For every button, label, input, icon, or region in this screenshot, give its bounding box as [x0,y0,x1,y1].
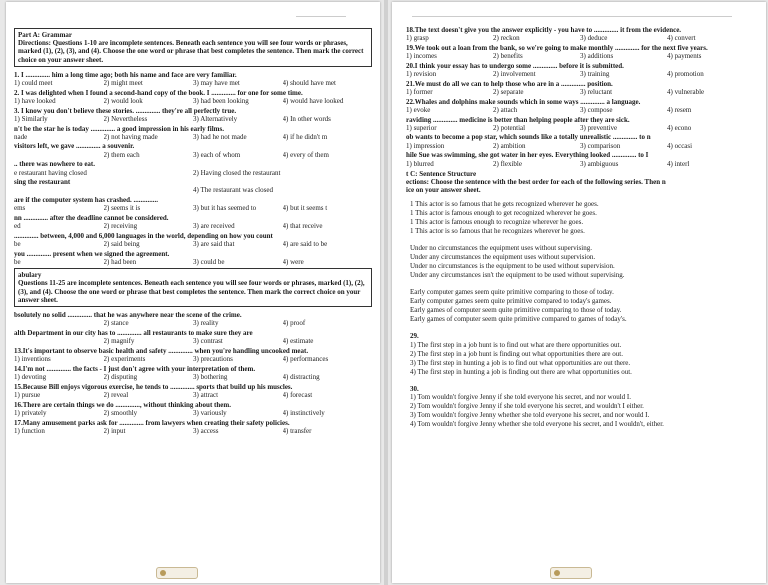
vocabulary-questions [14,311,372,435]
answer-options [406,160,754,168]
answer-option: 1) blurred [406,159,434,168]
answer-options [14,115,372,123]
answer-option: 1) impression [406,141,445,150]
group-number: 29. [410,332,419,341]
question-item [406,116,754,132]
answer-option: 2) benefits [493,52,523,61]
answer-options [406,106,754,114]
answer-option: 2) attach [493,105,518,114]
answer-option: 3) reality [193,319,219,328]
answer-option: 1) have looked [14,96,56,105]
answer-options [14,204,372,212]
sentence-choice: 1 This actor is famous enough to recognize wherever he goes. [410,218,584,227]
answer-option [104,186,194,194]
answer-options [406,70,754,78]
answer-option: 3) are received [193,222,235,231]
answer-option: 4) that receive [282,222,323,231]
answer-option: 3) bothering [193,373,228,382]
question-stem: 20.I think your essay has to undergo some .............. before it is submitted. [406,61,624,70]
vocabulary-directions: Questions 11-25 are incomplete sentences. Beneath each sentence you will see four words or phrases, marked (1), (2), (3), and (4). Choose the one word or phrase that best completes the sentence. Then mark the correct choice on your answer sheet. [18,279,365,304]
answer-option: 3) reluctant [580,87,613,96]
answer-option: 3) are said that [193,240,235,249]
answer-option: 2) stance [103,319,129,328]
sentence-choice: 1 This actor is famous enough to get recognized wherever he goes. [410,209,597,218]
answer-option: 1) evoke [406,105,431,114]
grammar-questions [14,71,372,266]
answer-option: 1) pursue [14,390,41,399]
directions-text: Directions: Questions 1-10 are incomplete sentences. Beneath each sentence you will see four words or phrases, marked (1), (2), (3), and (4). Choose the one word or phrase that best completes the sentence. Then mark the correct choice on your answer sheet. [18,39,364,64]
answer-options [14,337,372,345]
answer-option: 4) were [282,258,304,267]
sentence-choice: Early computer games seem quite primitive comparing to those of today. [410,288,614,297]
answer-options [14,427,372,435]
structure-title: t C: Sentence Structure [406,169,477,178]
sentence-choice: 1) The first step in a job hunt is to find out what are there opportunities out. [410,340,622,349]
answer-options [406,34,754,42]
answer-options [14,97,372,105]
sentence-choice: Early computer games seem quite primitive compared to today's games. [410,297,612,306]
answer-option: 4) transfer [282,426,312,435]
answer-option: 2) involvement [493,70,536,79]
sentence-group [410,288,754,324]
answer-option: 1) privately [14,408,47,417]
answer-option: 4) instinctively [282,408,325,417]
vocabulary-title: abulary [18,271,42,280]
publisher-logo [550,567,592,579]
question-stem: 18.The text doesn't give you the answer explicitly - you have to .............. it from the evidence. [406,26,682,34]
answer-option: be [14,258,21,267]
answer-option: 1) could meet [14,79,53,88]
answer-option: 3) had he not made [193,132,247,141]
structure-directions: ice on your answer sheet. [406,186,481,195]
question-item [14,107,372,123]
logo-mark-icon [160,570,166,576]
sentence-series [406,200,754,428]
group-number: 30. [410,384,419,393]
answer-options [14,258,372,266]
answer-option: 3) comparison [580,141,621,150]
question-stem: .. there was nowhere to eat. [14,160,96,169]
answer-options [406,142,754,150]
sentence-group [410,244,754,280]
answer-option: 4) resem [667,105,692,114]
question-stem: 21.We must do all we can to help those who are in a .............. position. [406,79,613,88]
sentence-choice: 1 This actor is so famous that he recognizes wherever he goes. [410,227,585,236]
answer-option: 2) might meet [103,79,143,88]
answer-option: 4) if he didn't m [282,132,328,141]
answer-options [14,79,372,87]
answer-option: 2) separate [493,87,524,96]
answer-option: e restaurant having closed [14,168,87,177]
sentence-group [410,332,754,376]
answer-option: 4) should have met [282,79,336,88]
answer-options [14,186,372,194]
question-item [14,196,372,212]
answer-option: 4) estimate [282,337,314,346]
answer-option: 4) forecast [282,390,313,399]
answer-option: 4) payments [667,52,702,61]
vocabulary-box [14,268,372,307]
answer-option: 3) preventive [580,123,618,132]
answer-option: 3) contrast [193,337,223,346]
sentence-choice: 4) Tom wouldn't forgive Jenny whether she told everyone his secret, and I wouldn't, either. [410,419,664,428]
sentence-choice: 3) The first step in hunting a job is to find out what opportunities are out there. [410,358,631,367]
answer-option: 1) Similarly [14,114,48,123]
question-stem: 16.There are certain things we do .............., without thinking about them. [14,400,231,409]
question-item [406,151,754,167]
sentence-choice: Under no circumstances is the equipment to be used without supervision. [410,262,615,271]
question-stem: 14.I'm not .............. the facts - I just don't agree with your interpretation of them. [14,364,256,373]
answer-options [14,373,372,381]
answer-option: 4) In other words [282,114,331,123]
question-stem: 3. I know you don't believe these stories. .............. they're all perfectly true. [14,106,237,115]
question-stem: sing the restaurant [14,178,71,187]
answer-options [406,52,754,60]
right-page [392,2,766,583]
answer-option: 3) precautions [193,355,233,364]
answer-option: 2) seems it is [103,204,141,213]
question-item [14,71,372,87]
question-stem: alth Department in our city has to .............. all restaurants to make sure they are [14,329,253,337]
question-stem: visitors left, we gave .............. a souvenir. [14,142,135,151]
answer-option: 2) input [103,426,126,435]
answer-option: 2) smoothly [103,408,138,417]
answer-option: 2) receiving [103,222,138,231]
question-item [406,44,754,60]
left-page [6,2,380,583]
answer-option: 4) but it seems t [282,204,328,213]
answer-option: 4) interl [667,159,690,168]
question-item [14,419,372,435]
left-page-content [14,28,372,436]
answer-option: 3) variously [193,408,227,417]
answer-option: 2) disputing [103,373,138,382]
answer-option: 2) would look [103,96,143,105]
question-item [406,98,754,114]
question-stem: are if the computer system has crashed. .............. [14,196,159,205]
answer-option: 1) function [14,426,45,435]
page-header-rule [296,16,346,17]
answer-option: 3) Alternatively [193,114,238,123]
answer-options [406,88,754,96]
answer-option [104,169,194,177]
section-title: Part A: Grammar [18,31,73,39]
question-stem: 1. I .............. him a long time ago; both his name and face are very familiar. [14,70,237,79]
question-item [14,383,372,399]
answer-option: 2) magnify [103,337,135,346]
question-item [14,401,372,417]
answer-option: 4) econo [667,123,692,132]
page-header-rule [412,16,732,17]
answer-options [14,355,372,363]
question-item [14,347,372,363]
answer-option: ems [14,204,26,213]
answer-option [283,169,373,177]
answer-option: 3) attract [193,390,219,399]
question-stem: 2. I was delighted when I found a second-hand copy of the book. I .............. for one for some time. [14,88,303,97]
question-item [14,178,372,194]
answer-option: 2) ambition [493,141,526,150]
sentence-choice: 2) The first step in a job hunt is finding out what opportunities there are out. [410,349,623,358]
answer-option: 4) occasi [667,141,693,150]
answer-option [283,186,373,194]
answer-option: 2) reveal [103,390,129,399]
answer-options [14,240,372,248]
directions-box [14,28,372,67]
question-stem: bsolutely no solid .............. that he was anywhere near the scene of the crime. [14,311,242,320]
sentence-group [410,385,754,429]
answer-option: 1) incomes [406,52,437,61]
question-item [14,142,372,158]
answer-options [14,169,372,177]
sentence-choice: 3) Tom wouldn't forgive Jenny whether she told everyone his secret, and nor would I. [410,410,650,419]
answer-option: 4) convert [667,34,696,43]
answer-option: 3) deduce [580,34,608,43]
right-page-content [406,26,754,437]
question-item [14,232,372,248]
answer-option: 1) revision [406,70,437,79]
answer-option: 4) performances [282,355,329,364]
answer-options [14,151,372,159]
answer-option: 3) compose [580,105,613,114]
answer-options [14,222,372,230]
vocabulary-questions-continued [406,26,754,168]
answer-options [406,124,754,132]
sentence-choice: Under any circumstances the equipment uses without supervision. [410,253,596,262]
question-stem: raviding .............. medicine is better than helping people after they are sick. [406,115,630,124]
answer-option: 3) additions [580,52,614,61]
question-stem: 13.It's important to observe basic health and safety .............. when you're handling uncooked meat. [14,346,309,355]
question-stem: you .............. present when we signed the agreement. [14,249,170,258]
answer-option: 3) each of whom [193,150,241,159]
answer-option: nade [14,132,28,141]
sentence-choice: Under any circumstances isn't the equipment to be used without supervising. [410,271,625,280]
answer-option: 2) flexible [493,159,522,168]
answer-option [14,337,104,345]
answer-option: 1) former [406,87,433,96]
answer-option: 3) ambiguous [580,159,619,168]
answer-options [14,409,372,417]
answer-option: 4) every of them [282,150,329,159]
answer-option: 3) access [193,426,219,435]
answer-option: 2) reckon [493,34,520,43]
answer-option: 4) would have looked [282,96,344,105]
question-item [14,214,372,230]
answer-option: 2) said being [103,240,140,249]
answer-option: 3) could be [193,258,225,267]
question-item [406,26,754,42]
question-item [14,250,372,266]
answer-option: 1) devoting [14,373,47,382]
answer-option: 1) grasp [406,34,429,43]
question-item [14,160,372,176]
answer-options [14,319,372,327]
answer-option: be [14,240,21,249]
answer-option: ed [14,222,21,231]
sentence-choice: 2) Tom wouldn't forgive Jenny if she told everyone his secret, and wouldn't I either. [410,401,644,410]
logo-mark-icon [554,570,560,576]
sentence-group [410,200,754,236]
structure-directions: ections: Choose the sentence with the best order for each of the following series. Then n [406,177,666,186]
question-stem: 19.We took out a loan from the bank, so we're going to make monthly .............. for the next five years. [406,43,708,52]
sentence-choice: Early games of computer seem quite primitive compared to games of today's. [410,315,627,324]
answer-option [14,319,104,327]
publisher-logo [156,567,198,579]
question-item [14,311,372,327]
answer-option: 2) not having made [103,132,158,141]
answer-option: 4) are said to be [282,240,328,249]
answer-option: 4) vulnerable [667,87,705,96]
question-stem: 22.Whales and dolphins make sounds which in some ways .............. a language. [406,97,641,106]
question-item [14,125,372,141]
question-item [406,133,754,149]
answer-option: 2) them each [103,150,140,159]
answer-options [14,391,372,399]
question-stem: .............. between, 4,000 and 6,000 languages in the world, depending on how you count [14,231,273,240]
answer-option: 4) proof [282,319,306,328]
answer-option: 4) promotion [667,70,704,79]
answer-option: 4) The restaurant was closed [193,186,273,195]
answer-option: 3) but it has seemed to [193,204,257,213]
answer-option: 3) may have met [193,79,240,88]
question-stem: 15.Because Bill enjoys vigorous exercise, he tends to .............. sports that build up his muscles. [14,382,293,391]
question-item [14,89,372,105]
question-stem: hile Sue was swimming, she got water in her eyes. Everything looked .............. to I [406,151,649,160]
answer-option: 3) training [580,70,610,79]
answer-option: 2) experiments [103,355,146,364]
sentence-choice: 1) Tom wouldn't forgive Jenny if she told everyone his secret, and nor would I. [410,392,631,401]
answer-option: 4) distracting [282,373,320,382]
sentence-choice: Early games of computer seem quite primitive comparing to those of today. [410,306,622,315]
question-item [14,365,372,381]
question-item [406,80,754,96]
answer-option: 1) superior [406,123,437,132]
answer-option [14,186,104,194]
sentence-choice: Under no circumstances the equipment uses without supervising. [410,244,592,253]
question-item [14,329,372,345]
answer-option: 2) Having closed the restaurant [193,168,281,177]
question-stem: nn .............. after the deadline cannot be considered. [14,214,169,223]
page-gutter [384,0,388,585]
question-stem: ob wants to become a pop star, which sounds like a totally unrealistic .............. to n [406,133,651,142]
answer-option: 3) had been looking [193,96,249,105]
sentence-choice: 4) The first step in hunting a job is finding out there are what opportunities out. [410,367,632,376]
question-stem: n't be the star he is today .............. a good impression in his early films. [14,124,224,133]
answer-option: 2) Nevertheless [103,114,148,123]
answer-option [14,151,104,159]
answer-options [14,133,372,141]
answer-option: 2) potential [493,123,526,132]
answer-option: 1) inventions [14,355,51,364]
question-item [406,62,754,78]
sentence-choice: 1 This actor is so famous that he gets recognized wherever he goes. [410,200,599,209]
answer-option: 2) had been [103,258,137,267]
question-stem: 17.Many amusement parks ask for .............. from lawyers when creating their safety policies. [14,418,290,427]
